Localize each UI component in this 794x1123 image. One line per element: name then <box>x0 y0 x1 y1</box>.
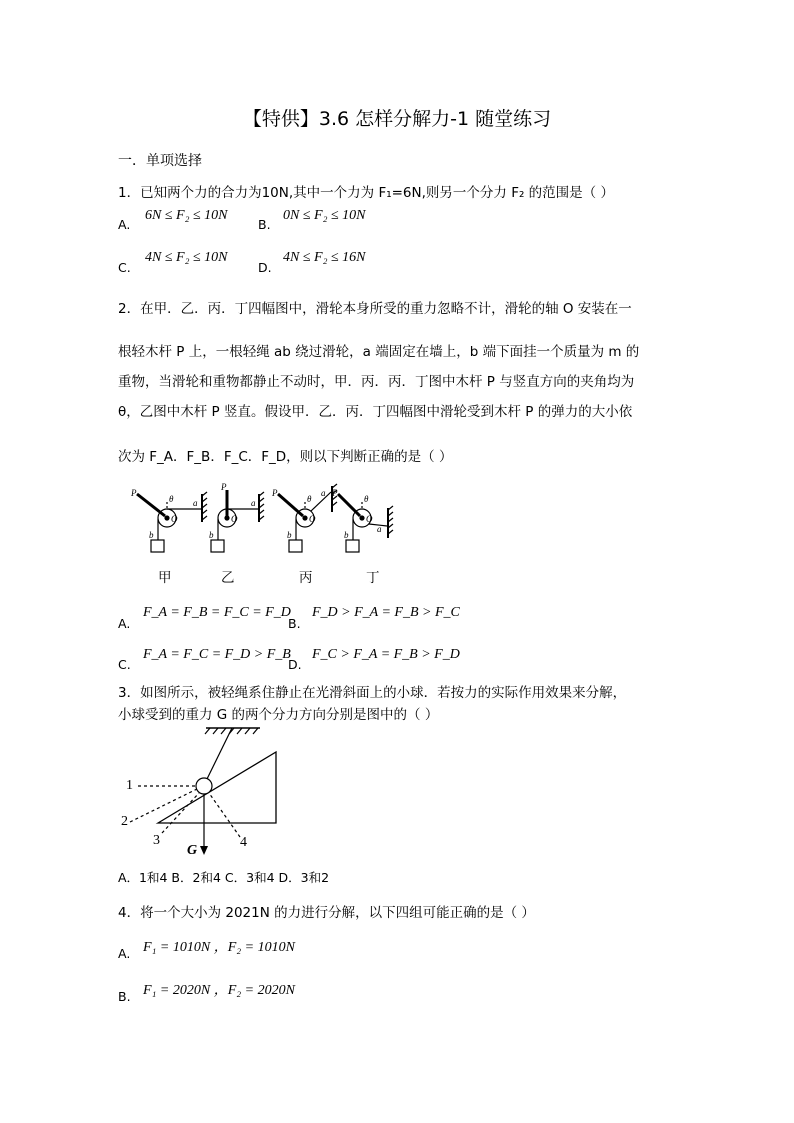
q3-label-4: 4 <box>240 835 247 850</box>
svg-text:θ: θ <box>307 494 312 504</box>
svg-text:a: a <box>377 524 382 534</box>
section-heading: 一．单项选择 <box>118 153 202 169</box>
q2-line-2: 根轻木杆 P 上，一根轻绳 ab 绕过滑轮，a 端固定在墙上，b 端下面挂一个质量为 m 的 <box>118 344 640 360</box>
page-title: 【特供】3.6 怎样分解力-1 随堂练习 <box>242 108 552 130</box>
q1-option-d-label: D. <box>258 260 272 275</box>
q2-option-a-label: A. <box>118 616 131 631</box>
svg-text:b: b <box>344 530 349 540</box>
q2-option-d-expr: F_C > F_A = F_B > F_D <box>312 647 460 662</box>
q2-option-c-label: C. <box>118 657 131 672</box>
svg-text:a: a <box>193 498 198 508</box>
q1-option-c-expr: 4N ≤ F₂ ≤ 10N <box>145 250 228 265</box>
svg-text:b: b <box>209 530 214 540</box>
q4-option-a-expr: F₁ = 1010N ，F₂ = 1010N <box>143 940 295 955</box>
q2-line-5: 次为 F_A．F_B．F_C．F_D，则以下判断正确的是（ ） <box>118 449 453 465</box>
q3-incline-figure <box>110 720 300 860</box>
q1-option-a-label: A. <box>118 217 131 232</box>
q1-option-b-expr: 0N ≤ F₂ ≤ 10N <box>283 208 366 223</box>
svg-text:O: O <box>231 514 238 524</box>
svg-text:P: P <box>221 482 227 492</box>
svg-text:θ: θ <box>364 494 369 504</box>
q3-line-1: 3．如图所示，被轻绳系住静止在光滑斜面上的小球．若按力的实际作用效果来分解， <box>118 685 627 701</box>
svg-text:P: P <box>332 488 338 498</box>
svg-text:O: O <box>309 514 316 524</box>
svg-text:a: a <box>251 498 256 508</box>
q1-option-b-label: B. <box>258 217 271 232</box>
svg-text:θ: θ <box>169 494 174 504</box>
svg-text:a: a <box>321 488 326 498</box>
q1-option-a-expr: 6N ≤ F₂ ≤ 10N <box>145 208 228 223</box>
q4-option-a-label: A. <box>118 946 131 961</box>
q2-option-d-label: D. <box>288 657 302 672</box>
svg-text:P: P <box>131 488 137 498</box>
q3-label-3: 3 <box>153 833 160 848</box>
q3-line-2: 小球受到的重力 G 的两个分力方向分别是图中的（ ） <box>118 707 439 723</box>
q3-label-1: 1 <box>126 778 133 793</box>
q2-line-3: 重物，当滑轮和重物都静止不动时，甲．丙．丙．丁图中木杆 P 与竖直方向的夹角均为 <box>118 374 635 390</box>
figure-yi <box>211 490 264 552</box>
q1-stem: 1．已知两个力的合力为10N,其中一个力为 F₁=6N,则另一个分力 F₂ 的范围是（ ） <box>118 185 614 201</box>
q1-option-d-expr: 4N ≤ F₂ ≤ 16N <box>283 250 366 265</box>
q2-option-a-expr: F_A = F_B = F_C = F_D <box>143 605 291 620</box>
q4-option-b-label: B. <box>118 989 131 1004</box>
svg-text:b: b <box>149 530 154 540</box>
q2-line-1: 2．在甲．乙．丙．丁四幅图中，滑轮本身所受的重力忽略不计，滑轮的轴 O 安装在一 <box>118 301 632 317</box>
q1-option-c-label: C. <box>118 260 131 275</box>
q2-option-c-expr: F_A = F_C = F_D > F_B <box>143 647 291 662</box>
q2-figure-label-ding: 丁 <box>366 570 380 586</box>
q2-line-4: θ，乙图中木杆 P 竖直。假设甲．乙．丙．丁四幅图中滑轮受到木杆 P 的弹力的大小依 <box>118 404 633 420</box>
q4-stem: 4．将一个大小为 2021N 的力进行分解，以下四组可能正确的是（ ） <box>118 905 535 921</box>
q2-figure-label-bing: 丙 <box>299 570 313 586</box>
q2-figure-label-yi: 乙 <box>221 570 235 586</box>
svg-text:O: O <box>366 514 373 524</box>
svg-text:O: O <box>171 514 178 524</box>
q4-option-b-expr: F₁ = 2020N ，F₂ = 2020N <box>143 983 295 998</box>
q2-figure-label-jia: 甲 <box>158 570 172 586</box>
q3-label-2: 2 <box>121 814 128 829</box>
q3-label-g: G <box>187 843 198 858</box>
q2-option-b-label: B. <box>288 616 301 631</box>
q3-options: A．1和4 B．2和4 C．3和4 D．3和2 <box>118 870 330 885</box>
svg-text:b: b <box>287 530 292 540</box>
q2-option-b-expr: F_D > F_A = F_B > F_C <box>312 605 460 620</box>
svg-text:P: P <box>272 488 278 498</box>
